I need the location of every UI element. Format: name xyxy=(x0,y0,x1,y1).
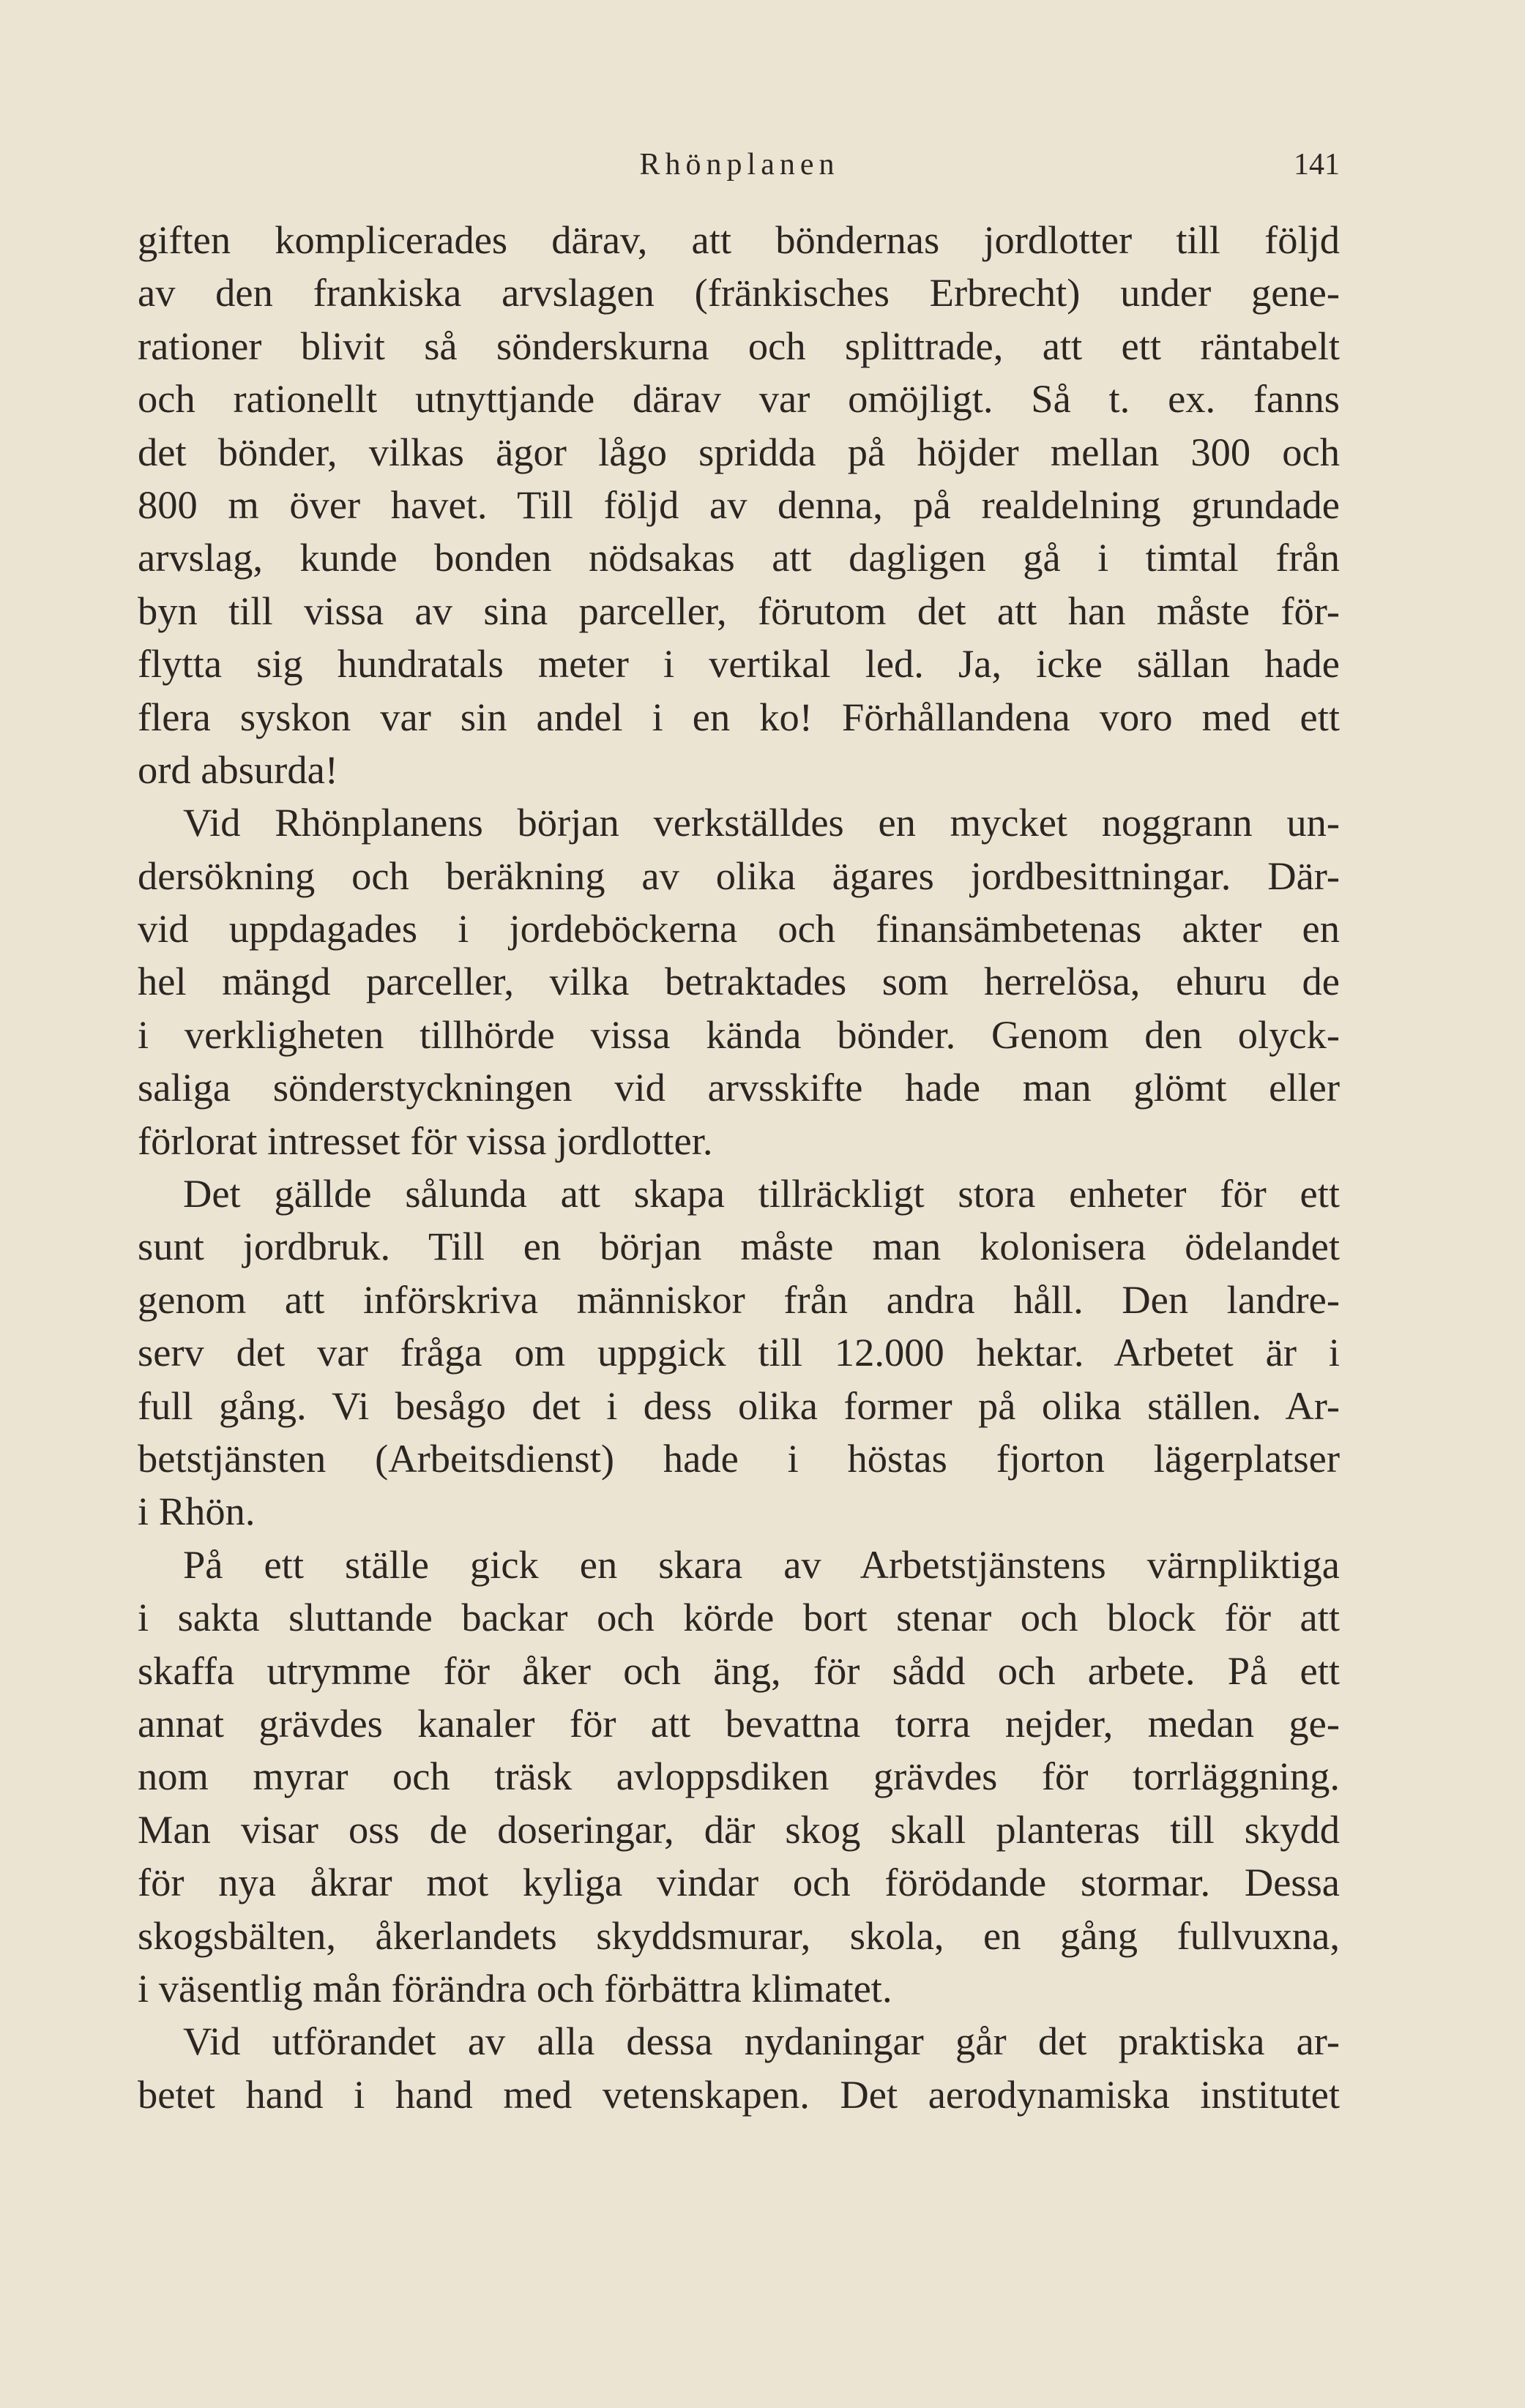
text-line: Det gällde sålunda att skapa tillräckligt stora enheter för ett xyxy=(183,1171,1340,1216)
text-line: Vid utförandet av alla dessa nydaningar går det praktiska ar- xyxy=(183,2019,1340,2064)
text-line: betet hand i hand med vetenskapen. Det aerodynamiska institutet xyxy=(138,2071,1340,2117)
paragraph xyxy=(138,1538,1340,2016)
text-line: rationer blivit så sönderskurna och splittrade, att ett räntabelt xyxy=(138,323,1340,368)
text-line: flytta sig hundratals meter i vertikal led. Ja, icke sällan hade xyxy=(138,641,1340,687)
text-line: På ett ställe gick en skara av Arbetstjänstens värnpliktiga xyxy=(183,1541,1340,1587)
text-line: annat grävdes kanaler för att bevattna torra nejder, medan ge- xyxy=(138,1700,1340,1746)
text-line: och rationellt utnyttjande därav var omöjligt. Så t. ex. fanns xyxy=(138,376,1340,422)
text-line: dersökning och beräkning av olika ägares jordbesittningar. Där- xyxy=(138,853,1340,898)
text-line: 800 m över havet. Till följd av denna, på realdelning grundade xyxy=(138,482,1340,527)
text-line: det bönder, vilkas ägor lågo spridda på höjder mellan 300 och xyxy=(138,429,1340,474)
text-line: betstjänsten (Arbeitsdienst) hade i höstas fjorton lägerplatser xyxy=(138,1435,1340,1481)
text-line: i sakta sluttande backar och körde bort stenar och block för att xyxy=(138,1595,1340,1640)
text-line: serv det var fråga om uppgick till 12.000 hektar. Arbetet är i xyxy=(138,1330,1340,1375)
text-line: sunt jordbruk. Till en början måste man kolonisera ödelandet xyxy=(138,1224,1340,1269)
text-line: Vid Rhönplanens början verkställdes en mycket noggrann un- xyxy=(183,800,1340,845)
text-line: i verkligheten tillhörde vissa kända bönder. Genom den olyck- xyxy=(138,1012,1340,1057)
text-line: av den frankiska arvslagen (fränkisches Erbrecht) under gene- xyxy=(138,270,1340,315)
text-line: i Rhön. xyxy=(138,1489,256,1534)
text-line: genom att införskriva människor från andra håll. Den landre- xyxy=(138,1276,1340,1322)
paragraph xyxy=(138,214,1340,796)
text-line: flera syskon var sin andel i en ko! Förhållandena voro med ett xyxy=(138,694,1340,739)
text-line: för nya åkrar mot kyliga vindar och förödande stormar. Dessa xyxy=(138,1860,1340,1905)
text-line: vid uppdagades i jordeböckerna och finansämbetenas akter en xyxy=(138,906,1340,951)
text-line: arvslag, kunde bonden nödsakas att dagligen gå i timtal från xyxy=(138,535,1340,580)
paragraph xyxy=(138,1167,1340,1538)
paragraph xyxy=(138,2015,1340,2121)
paragraph xyxy=(138,796,1340,1167)
body-text xyxy=(138,214,1340,2121)
running-title: Rhönplanen xyxy=(639,148,840,182)
text-line: skogsbälten, åkerlandets skyddsmurar, skola, en gång fullvuxna, xyxy=(138,1912,1340,1958)
text-line: i väsentlig mån förändra och förbättra klimatet. xyxy=(138,1965,892,2011)
text-line: saliga sönderstyckningen vid arvsskifte hade man glömt eller xyxy=(138,1065,1340,1110)
text-line: skaffa utrymme för åker och äng, för sådd och arbete. På ett xyxy=(138,1648,1340,1693)
page-number: 141 xyxy=(1294,148,1340,182)
text-line: Man visar oss de doseringar, där skog skall planteras till skydd xyxy=(138,1806,1340,1852)
text-line: förlorat intresset för vissa jordlotter. xyxy=(138,1118,713,1163)
text-line: hel mängd parceller, vilka betraktades som herrelösa, ehuru de xyxy=(138,959,1340,1004)
running-head xyxy=(139,143,1340,187)
text-line: ord absurda! xyxy=(138,747,338,792)
text-line: giften komplicerades därav, att böndernas jordlotter till följd xyxy=(138,217,1340,262)
text-line: byn till vissa av sina parceller, förutom det att han måste för- xyxy=(138,588,1340,633)
text-line: full gång. Vi besågo det i dess olika former på olika ställen. Ar- xyxy=(138,1383,1340,1428)
text-line: nom myrar och träsk avloppsdiken grävdes för torrläggning. xyxy=(138,1754,1340,1799)
